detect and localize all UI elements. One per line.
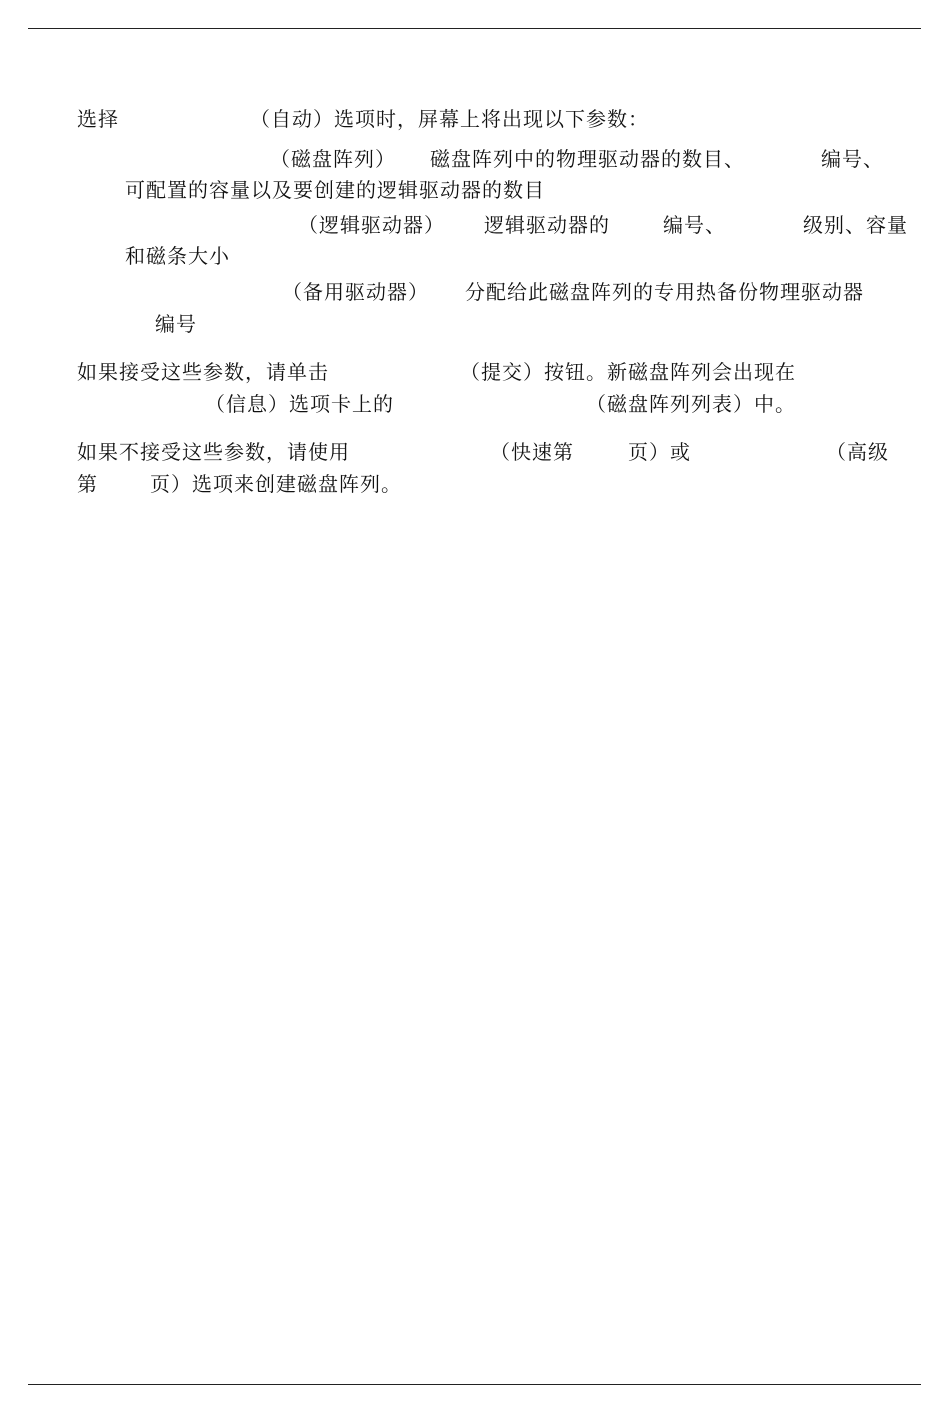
item-3-description-line2: 编号 bbox=[155, 312, 197, 336]
item-1-description-line2: 可配置的容量以及要创建的逻辑驱动器的数目 bbox=[125, 178, 545, 202]
paragraph-2-text: 如果接受这些参数，请单击 bbox=[77, 360, 329, 384]
paragraph-1-text: 选择 bbox=[77, 107, 119, 131]
paragraph-3-line2-cont: 页）选项来创建磁盘阵列。 bbox=[150, 472, 402, 496]
paragraph-3-text: 如果不接受这些参数，请使用 bbox=[77, 440, 350, 464]
item-3-term: （备用驱动器） bbox=[282, 280, 429, 304]
item-2-description-cont2: 级别、容量 bbox=[803, 213, 908, 237]
header-rule bbox=[28, 28, 921, 29]
item-2-description-cont: 编号、 bbox=[663, 213, 726, 237]
item-2-term: （逻辑驱动器） bbox=[298, 213, 445, 237]
paragraph-3-text-cont: （快速第 bbox=[490, 440, 574, 464]
item-1-description-cont: 编号、 bbox=[821, 147, 884, 171]
item-2-description: 逻辑驱动器的 bbox=[484, 213, 610, 237]
paragraph-2-line2: （信息）选项卡上的 bbox=[205, 392, 394, 416]
item-2-description-line2: 和磁条大小 bbox=[125, 244, 230, 268]
paragraph-1-text-cont: （自动）选项时，屏幕上将出现以下参数： bbox=[250, 107, 649, 131]
item-1-term: （磁盘阵列） bbox=[270, 147, 396, 171]
paragraph-2-text-cont: （提交）按钮。新磁盘阵列会出现在 bbox=[460, 360, 796, 384]
paragraph-3-text-cont2: 页）或 bbox=[628, 440, 691, 464]
item-1-description: 磁盘阵列中的物理驱动器的数目、 bbox=[430, 147, 745, 171]
paragraph-3-text-cont3: （高级 bbox=[826, 440, 889, 464]
paragraph-2-line2-cont: （磁盘阵列列表）中。 bbox=[586, 392, 796, 416]
footer-rule bbox=[28, 1384, 921, 1385]
paragraph-3-line2: 第 bbox=[77, 472, 98, 496]
item-3-description: 分配给此磁盘阵列的专用热备份物理驱动器 bbox=[465, 280, 864, 304]
